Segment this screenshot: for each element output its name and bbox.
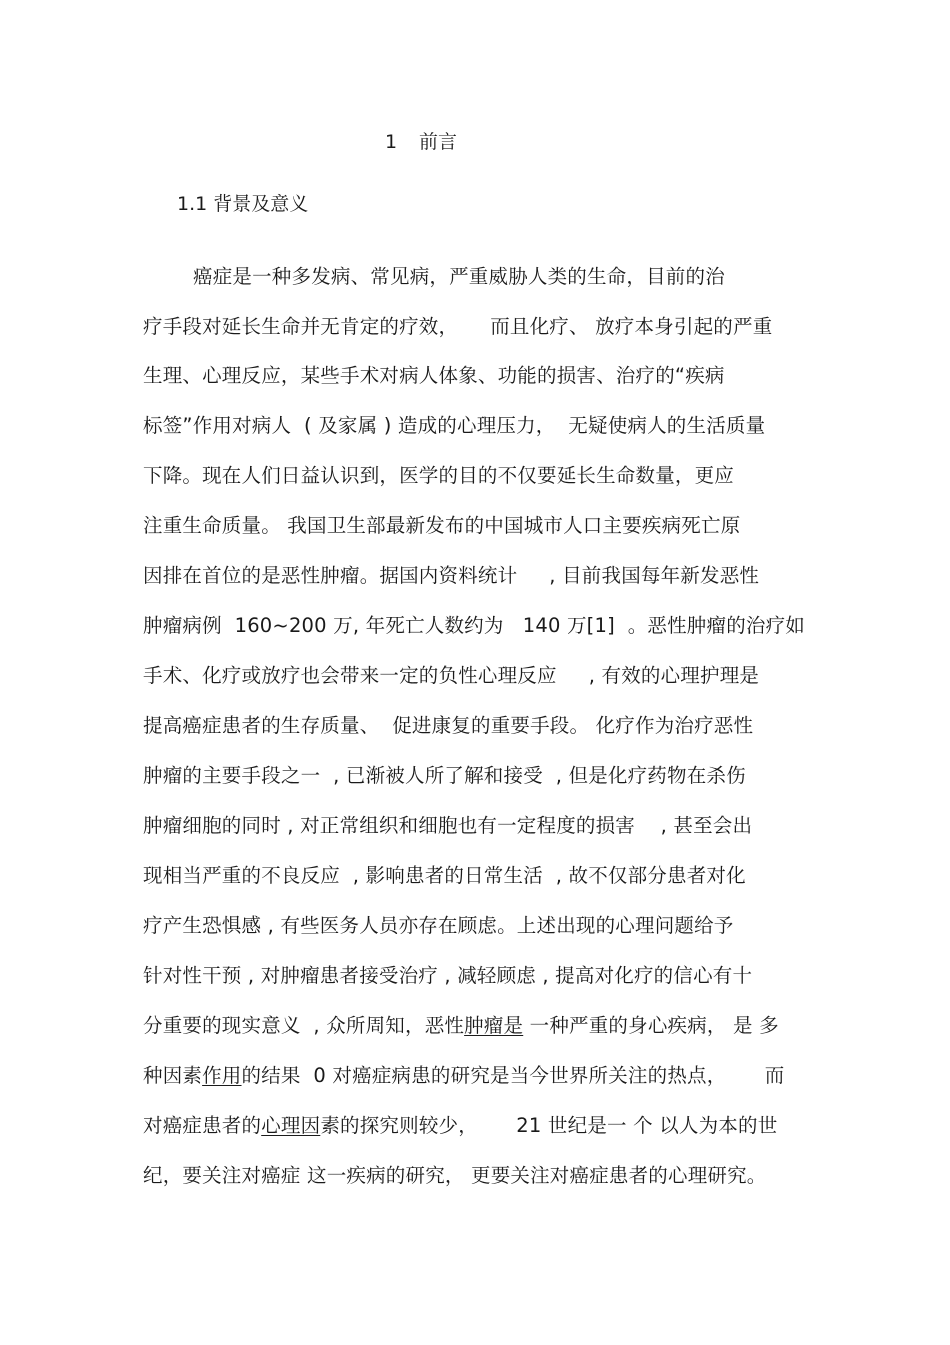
paragraph-line: 下降。现在人们日益认识到，医学的目的不仅要延长生命数量，更应	[143, 464, 735, 487]
underlined-text: 肿瘤是	[464, 1014, 524, 1037]
paragraph-line: 生理、心理反应，某些手术对病人体象、功能的损害、治疗的“疾病	[143, 364, 725, 387]
line-text: 一种严重的身心疾病， 是 多	[523, 1014, 779, 1037]
paragraph-line: 标签”作用对病人 ( 及家属 ) 造成的心理压力， 无疑使病人的生活质量	[143, 414, 766, 437]
underlined-text: 心理因	[261, 1114, 321, 1137]
paragraph-line: 疗产生恐惧感 , 有些医务人员亦存在顾虑。上述出现的心理问题给予	[143, 914, 734, 937]
line-text: 素的探究则较少， 21 世纪是一 个 以人为本的世	[320, 1114, 778, 1137]
paragraph-line: 注重生命质量。 我国卫生部最新发布的中国城市人口主要疾病死亡原	[143, 514, 741, 537]
paragraph-line	[143, 1061, 785, 1091]
line-text: 种因素	[143, 1064, 203, 1087]
paragraph-line: 癌症是一种多发病、常见病，严重威胁人类的生命，目前的治	[193, 265, 725, 288]
underlined-text: 作用	[202, 1064, 242, 1087]
paragraph-line: 肿瘤病例 160~200 万, 年死亡人数约为 140 万[1] 。恶性肿瘤的治疗如	[143, 614, 806, 637]
paragraph-line: 疗手段对延长生命并无肯定的疗效， 而且化疗、 放疗本身引起的严重	[143, 315, 773, 338]
paragraph-line: 肿瘤的主要手段之一 , 已渐被人所了解和接受 , 但是化疗药物在杀伤	[143, 764, 746, 787]
paragraph-line: 提高癌症患者的生存质量、 促进康复的重要手段。 化疗作为治疗恶性	[143, 714, 754, 737]
paragraph-line	[143, 1011, 779, 1041]
paragraph-line: 针对性干预 , 对肿瘤患者接受治疗 , 减轻顾虑 , 提高对化疗的信心有十	[143, 964, 753, 987]
section-heading: 1.1 背景及意义	[177, 193, 309, 215]
paragraph-line: 手术、化疗或放疗也会带来一定的负性心理反应 , 有效的心理护理是	[143, 664, 760, 687]
chapter-title: 前言	[419, 131, 458, 153]
paragraph-line: 纪，要关注对癌症 这一疾病的研究， 更要关注对癌症患者的心理研究。	[143, 1164, 767, 1187]
paragraph-line: 现相当严重的不良反应 , 影响患者的日常生活 , 故不仅部分患者对化	[143, 864, 746, 887]
chapter-heading	[385, 128, 457, 156]
line-text: 的结果 0 对癌症病患的研究是当今世界所关注的热点， 而	[241, 1064, 785, 1087]
chapter-number: 1	[385, 131, 398, 153]
paragraph-line: 因排在首位的是恶性肿瘤。据国内资料统计 , 目前我国每年新发恶性	[143, 564, 760, 587]
line-text: 分重要的现实意义 , 众所周知，恶性	[143, 1014, 465, 1037]
paragraph-line	[143, 1111, 777, 1141]
line-text: 对癌症患者的	[143, 1114, 262, 1137]
paragraph-line: 肿瘤细胞的同时 , 对正常组织和细胞也有一定程度的损害 , 甚至会出	[143, 814, 753, 837]
